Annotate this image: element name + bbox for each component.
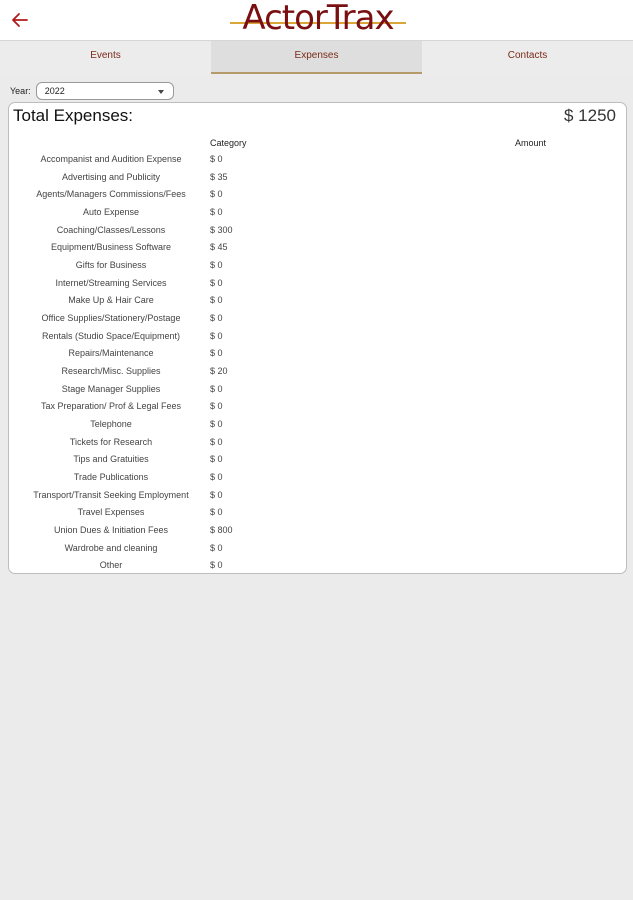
expense-row	[9, 487, 628, 504]
expense-category: Union Dues & Initiation Fees	[53, 525, 169, 536]
expense-amount: $ 0	[210, 560, 223, 571]
expense-row	[9, 363, 628, 380]
expense-amount: $ 0	[210, 507, 223, 518]
expense-row	[9, 239, 628, 256]
caret-down-icon	[158, 90, 164, 94]
expense-row	[9, 504, 628, 521]
expense-category: Repairs/Maintenance	[68, 348, 154, 359]
year-dropdown[interactable]	[36, 82, 174, 100]
expense-category: Auto Expense	[82, 207, 140, 217]
tab-expenses[interactable]: Expenses	[211, 41, 422, 74]
expense-amount: $ 0	[210, 348, 223, 359]
top-app-bar	[0, 0, 633, 41]
tab-contacts[interactable]: Contacts	[507, 50, 548, 61]
expense-category: Other	[99, 560, 123, 571]
total-expenses-label: Total Expenses:	[13, 106, 134, 125]
expense-amount: $ 0	[210, 472, 223, 483]
expense-row	[9, 451, 628, 468]
expense-category: Gifts for Business	[75, 260, 147, 271]
expense-amount: $ 0	[210, 154, 223, 164]
expense-row	[9, 345, 628, 362]
year-filter	[10, 81, 174, 101]
expense-category: Internet/Streaming Services	[55, 277, 167, 288]
expense-category: Telephone	[90, 419, 132, 430]
expenses-card	[8, 102, 627, 574]
expense-row	[9, 381, 628, 398]
category-column-header: Category	[210, 138, 247, 148]
expense-category: Tickets for Research	[69, 436, 153, 447]
expense-category: Travel Expenses	[77, 507, 145, 518]
expense-amount: $ 0	[210, 489, 223, 500]
expense-amount: $ 0	[210, 383, 223, 394]
expense-row	[9, 540, 628, 557]
expense-amount: $ 0	[210, 401, 223, 412]
expense-amount: $ 0	[210, 277, 223, 288]
expense-amount: $ 300	[210, 224, 233, 235]
expense-row	[9, 398, 628, 415]
expense-row	[9, 151, 628, 168]
expense-amount: $ 0	[210, 454, 223, 465]
expense-category: Tax Preparation/ Prof & Legal Fees	[40, 401, 182, 412]
expense-row	[9, 257, 628, 274]
expense-category: Research/Misc. Supplies	[61, 366, 161, 377]
expense-category: Wardrobe and cleaning	[64, 542, 158, 553]
expense-amount: $ 0	[210, 260, 223, 271]
arrow-left-icon	[8, 8, 32, 32]
expense-row	[9, 328, 628, 345]
expense-category: Stage Manager Supplies	[61, 383, 161, 394]
expense-row	[9, 204, 628, 221]
expense-amount: $ 0	[210, 436, 223, 447]
expense-category: Accompanist and Audition Expense	[40, 154, 182, 164]
expense-row	[9, 275, 628, 292]
expense-amount: $ 0	[210, 189, 223, 200]
expense-row	[9, 222, 628, 239]
tab-bar	[0, 41, 633, 74]
expense-amount: $ 0	[210, 330, 223, 341]
expense-amount: $ 800	[210, 525, 233, 536]
expense-amount: $ 0	[210, 295, 223, 306]
expense-amount: $ 0	[210, 207, 223, 217]
expense-category: Make Up & Hair Care	[68, 295, 154, 306]
expense-row	[9, 169, 628, 186]
back-button[interactable]	[8, 8, 32, 32]
expense-category: Agents/Managers Commissions/Fees	[36, 189, 186, 200]
expense-category: Transport/Transit Seeking Employment	[33, 489, 189, 500]
expense-category: Coaching/Classes/Lessons	[56, 224, 166, 235]
app-logo	[226, 0, 410, 40]
expense-row	[9, 522, 628, 539]
expense-amount: $ 35	[210, 171, 228, 182]
total-expenses-value: $ 1250	[564, 106, 616, 125]
logo-text: ActorTrax	[242, 0, 394, 38]
expense-row	[9, 434, 628, 451]
expense-row	[9, 416, 628, 433]
expense-category: Rentals (Studio Space/Equipment)	[41, 330, 181, 341]
expense-amount: $ 45	[210, 242, 228, 253]
amount-column-header: Amount	[515, 138, 547, 148]
expense-row	[9, 469, 628, 486]
expense-amount: $ 0	[210, 542, 223, 553]
expense-amount: $ 0	[210, 313, 223, 324]
tab-events[interactable]: Events	[90, 50, 121, 61]
expense-category: Advertising and Publicity	[61, 171, 161, 182]
expense-category: Tips and Gratuities	[73, 454, 149, 465]
expense-amount: $ 0	[210, 419, 223, 430]
expense-row	[9, 557, 628, 574]
year-selected-value: 2022	[44, 86, 65, 96]
year-label: Year:	[10, 86, 31, 96]
expense-amount: $ 20	[210, 366, 228, 377]
expense-category: Office Supplies/Stationery/Postage	[41, 313, 181, 324]
expense-row	[9, 186, 628, 203]
expense-row	[9, 292, 628, 309]
expense-row	[9, 310, 628, 327]
expense-category: Trade Publications	[73, 472, 149, 483]
expense-category: Equipment/Business Software	[50, 242, 172, 253]
